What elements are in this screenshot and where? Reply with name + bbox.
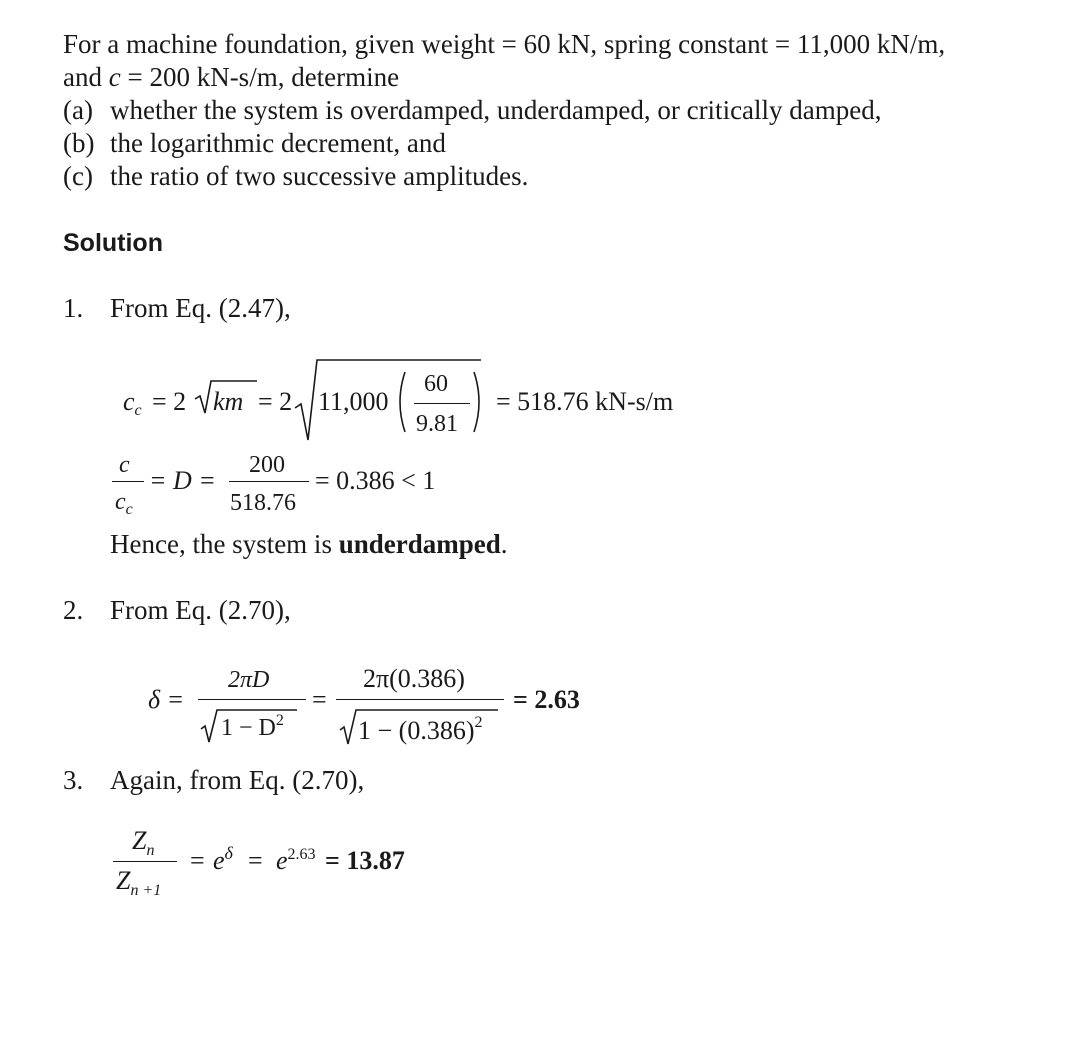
ratio-denominator-cc [115, 488, 133, 516]
e-to-263 [276, 846, 316, 876]
problem-item-b-text: the logarithmic decrement, and [110, 128, 446, 158]
num-subscript-n: n [146, 842, 155, 859]
problem-item-marker: (b) [63, 128, 95, 158]
ratio-den-subscript: c [125, 501, 133, 518]
equals-mid: = [312, 685, 327, 714]
amplitude-fraction-bar [113, 861, 177, 862]
cc-base: c [123, 387, 135, 416]
step-2-text: From Eq. (2.70), [110, 595, 291, 625]
radicand-11000: 11,000 [318, 387, 389, 416]
fraction-bar-b [336, 699, 504, 700]
problem-item-c-text: the ratio of two successive amplitudes. [110, 161, 529, 191]
problem-line-1-text: For a machine foundation, given weight = 60 kN, spring constant = 11,000 kN/m, [63, 29, 946, 59]
eq1-equals-2: = 2 [152, 387, 187, 416]
den-b-base: 1 − (0.386) [358, 716, 475, 745]
step-3-number: 3. [63, 765, 84, 795]
step-2-number: 2. [63, 595, 84, 625]
ratio-fraction-bar [112, 481, 144, 482]
e-exponent-263: 2.63 [287, 846, 316, 863]
eq1-equals-2b: = 2 [258, 387, 293, 416]
numerator-2piD: 2πD [228, 667, 270, 693]
denominator-one-minus-0386-squared [358, 716, 482, 746]
eq2-result: = 0.386 < 1 [315, 466, 436, 495]
e-base-1: e [213, 846, 225, 875]
den-a-base: 1 − D [221, 715, 276, 741]
e-to-delta [213, 843, 233, 876]
solution-heading: Solution [63, 229, 163, 257]
step-1-number: 1. [63, 293, 84, 323]
step-3-text: Again, from Eq. (2.70), [110, 765, 365, 795]
e-base-2: e [276, 846, 288, 875]
conclusion-underdamped: underdamped [338, 529, 501, 559]
fraction-denominator-981: 9.81 [416, 411, 458, 437]
problem-item-b [63, 127, 94, 159]
fraction-denominator-51876: 518.76 [230, 490, 296, 516]
problem-item-a [63, 94, 93, 126]
ratio-den-base: c [115, 489, 126, 515]
step-1-conclusion [110, 528, 508, 560]
den-a-exponent: 2 [275, 712, 284, 729]
radicand-km: km [213, 387, 244, 416]
fraction-bar [414, 403, 470, 404]
ratio-numerator-c: c [119, 452, 130, 478]
numerator-2pi-0386: 2π(0.386) [363, 664, 465, 693]
log-decrement-result: = 2.63 [513, 685, 580, 714]
amp-equals-1: = [190, 846, 205, 875]
amp-equals-2: = [248, 846, 263, 875]
problem-item-a-text: whether the system is overdamped, underdamped, or critically damped, [110, 95, 882, 125]
problem-line-2-pre: and [63, 62, 109, 92]
den-Z: Z [116, 866, 131, 895]
denominator-Zn1 [116, 866, 162, 899]
problem-variable-c: c [108, 62, 121, 92]
problem-line-1 [63, 28, 945, 60]
num-Z: Z [132, 826, 147, 855]
fraction-numerator-200: 200 [249, 452, 285, 478]
conclusion-pre: Hence, the system is [110, 529, 339, 559]
problem-line-2 [63, 61, 399, 93]
cc-subscript: c [134, 402, 142, 419]
eq1-result: = 518.76 kN-s/m [496, 387, 674, 416]
step-1-text: From Eq. (2.47), [110, 293, 291, 323]
problem-item-marker: (c) [63, 161, 93, 191]
cc-symbol [123, 387, 142, 417]
numerator-Zn [132, 826, 155, 859]
equals-D: = D = [149, 466, 216, 495]
problem-line-2-post: = 200 kN-s/m, determine [120, 62, 400, 92]
problem-item-c [63, 160, 93, 192]
delta-equals: δ = [148, 685, 185, 714]
fraction-bar-200 [229, 481, 309, 482]
fraction-bar-a [198, 699, 306, 700]
e-exponent-delta: δ [224, 843, 233, 863]
conclusion-post: . [500, 529, 508, 559]
den-subscript-n1: n +1 [130, 882, 162, 899]
amplitude-ratio-result: = 13.87 [325, 846, 405, 875]
denominator-one-minus-D2 [221, 714, 284, 742]
den-b-exponent: 2 [474, 714, 483, 731]
fraction-numerator-60: 60 [424, 371, 448, 397]
problem-item-marker: (a) [63, 95, 93, 125]
